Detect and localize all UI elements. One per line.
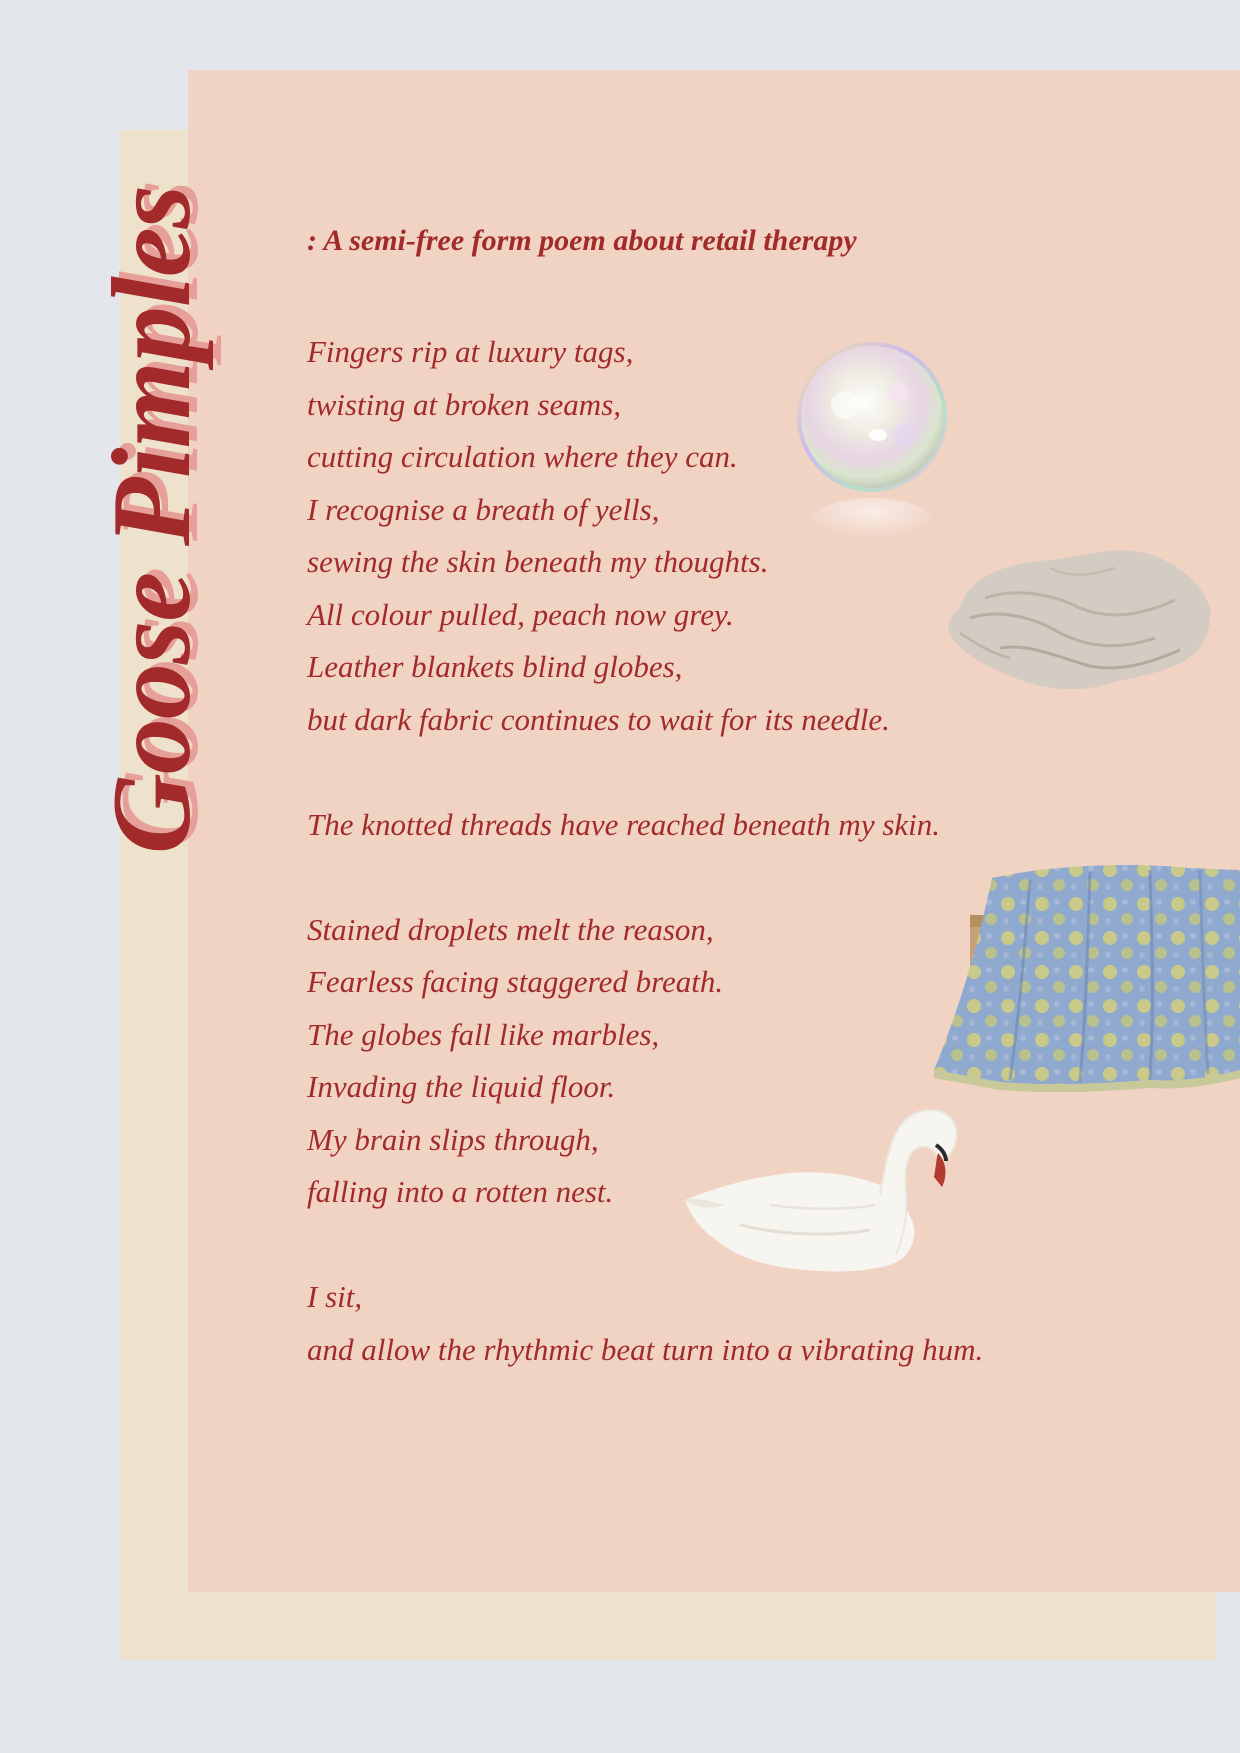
poem-line: Stained droplets melt the reason,: [307, 911, 714, 947]
poem-line: twisting at broken seams,: [307, 386, 622, 422]
poem-line: Fingers rip at luxury tags,: [307, 334, 634, 369]
stanza-2: [307, 799, 983, 852]
poem-line: falling into a rotten nest.: [307, 1174, 614, 1209]
poem-line: Leather blankets blind globes,: [307, 649, 683, 684]
crumpled-grey-blanket-image: [940, 538, 1215, 693]
poem-line: I sit,: [307, 1279, 363, 1314]
poem-line: The knotted threads have reached beneath my skin.: [307, 806, 941, 842]
poem-line: Fearless facing staggered breath.: [307, 964, 724, 999]
poem-line: Invading the liquid floor.: [307, 1069, 616, 1104]
poem-line: and allow the rhythmic beat turn into a vibrating hum.: [307, 1331, 984, 1367]
poem-line: My brain slips through,: [307, 1121, 599, 1157]
iridescent-bubble-image: [790, 335, 960, 555]
poem-line: sewing the skin beneath my thoughts.: [307, 544, 769, 579]
poem-line: but dark fabric continues to wait for its needle.: [307, 701, 890, 737]
poem-title: Goose Pimples: [90, 185, 214, 855]
poem-subtitle: : A semi-free form poem about retail therapy: [307, 224, 857, 257]
white-swan-image: [680, 1105, 990, 1275]
poem-line: All colour pulled, peach now grey.: [307, 596, 734, 632]
floral-blanket-on-chair-image: [930, 860, 1240, 1095]
stanza-4: [307, 1271, 983, 1376]
poem-line: The globes fall like marbles,: [307, 1016, 660, 1052]
poem-line: I recognise a breath of yells,: [307, 491, 660, 527]
poem-line: cutting circulation where they can.: [307, 439, 738, 474]
